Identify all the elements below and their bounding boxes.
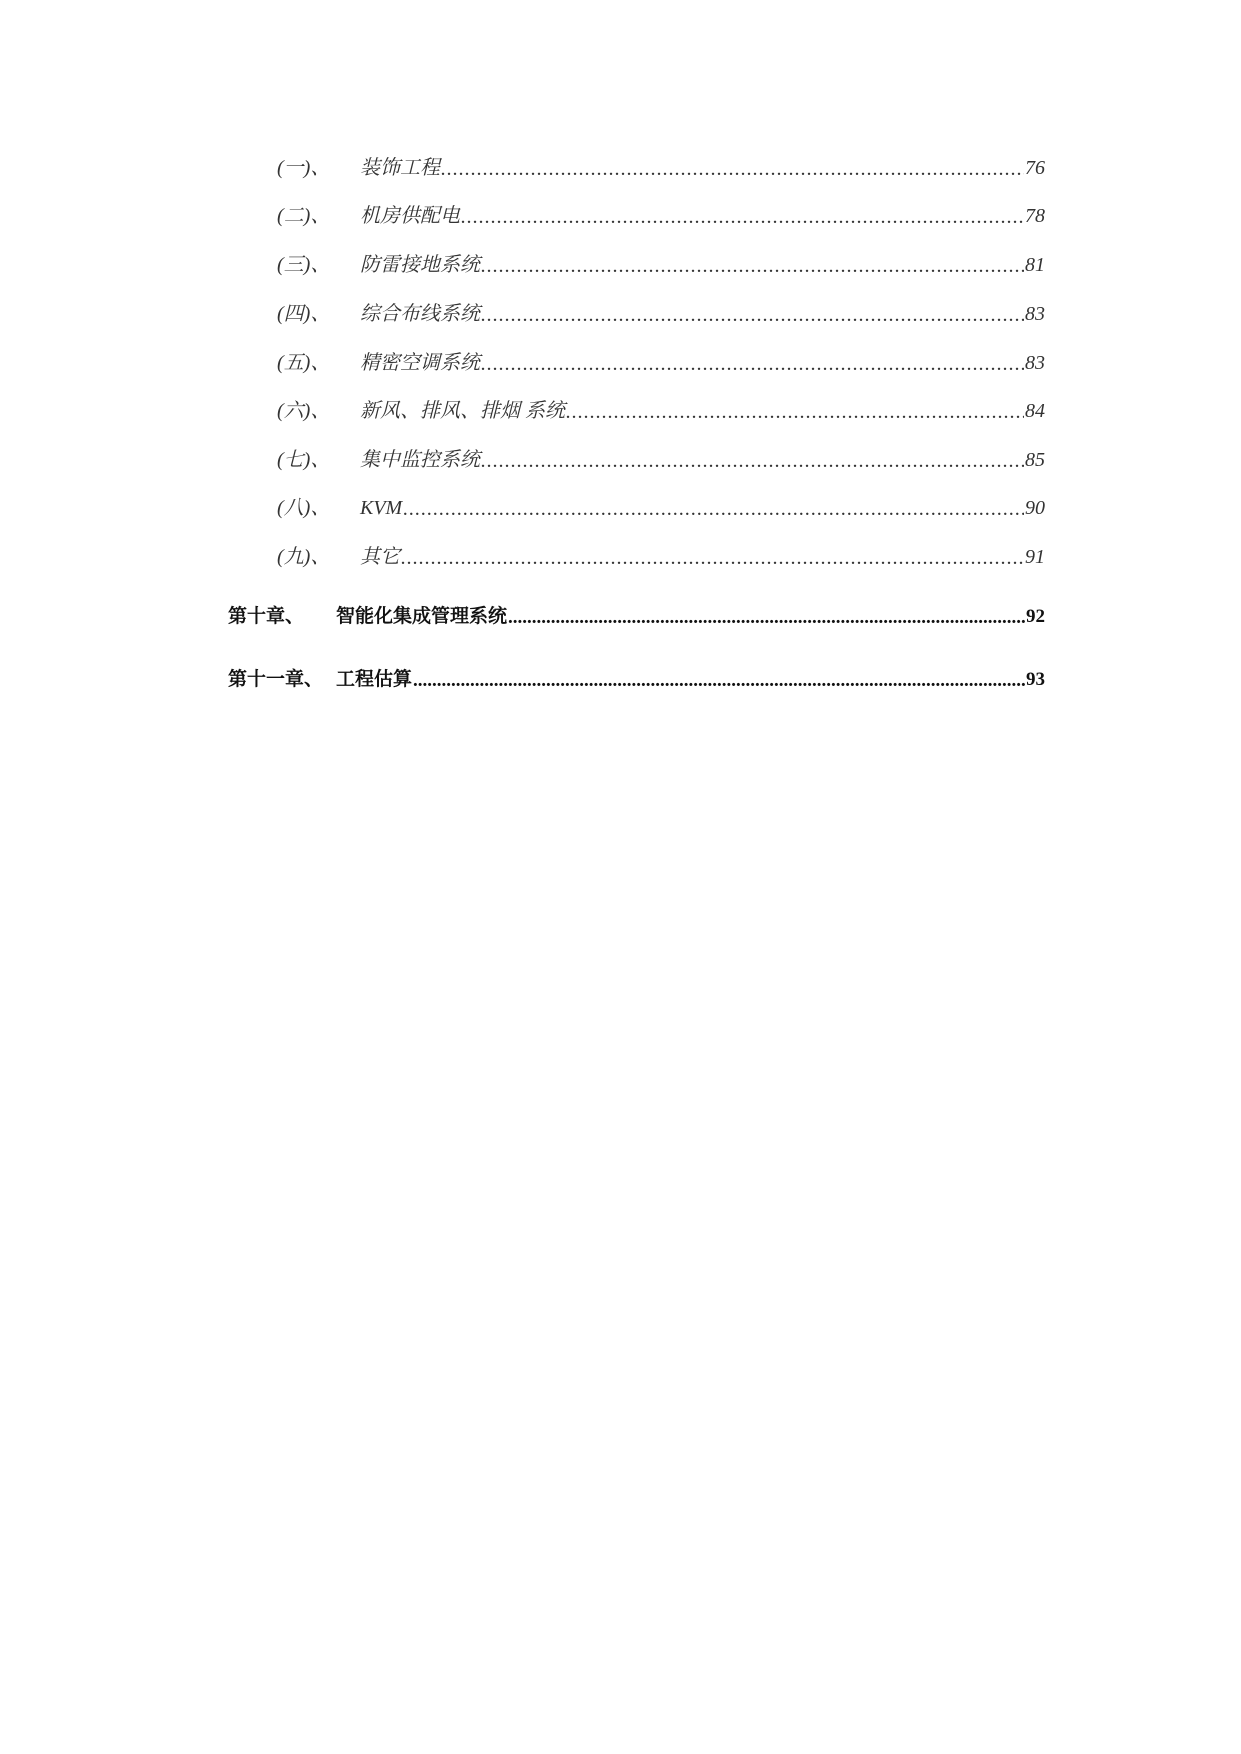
dot-leader: [481, 353, 1024, 377]
dot-leader: [403, 498, 1024, 522]
dot-leader: [413, 670, 1025, 693]
toc-entry-number: (八)、: [277, 497, 331, 519]
dot-leader: [401, 547, 1024, 571]
toc-entry-page: 85: [1025, 449, 1045, 471]
toc-entry-number: (二)、: [277, 205, 331, 227]
toc-entry-page: 83: [1025, 352, 1045, 374]
toc-entry-title: 新风、排风、排烟 系统: [360, 400, 565, 422]
dot-leader: [481, 304, 1024, 328]
toc-entry-number: (五)、: [277, 352, 331, 374]
toc-entry-title: 集中监控系统: [360, 449, 480, 471]
toc-entry-title: 其它: [360, 546, 400, 568]
toc-entry-page: 83: [1025, 303, 1045, 325]
toc-entry-number: (一)、: [277, 157, 331, 179]
toc-chapter-11[interactable]: [228, 664, 1045, 692]
toc-chapter-10[interactable]: [228, 601, 1045, 629]
toc-entry-title: 装饰工程: [360, 157, 440, 179]
toc-chapter-title: 智能化集成管理系统: [336, 606, 508, 627]
toc-entry-decoration[interactable]: [277, 151, 1045, 181]
toc-entry-title: 综合布线系统: [360, 303, 480, 325]
toc-entry-title: 防雷接地系统: [360, 254, 480, 276]
toc-entry-precision-ac[interactable]: [277, 346, 1045, 376]
toc-entry-others[interactable]: [277, 540, 1045, 570]
toc-entry-number: (六)、: [277, 400, 331, 422]
toc-entry-page: 78: [1025, 205, 1045, 227]
toc-chapter-page: 93: [1026, 669, 1045, 690]
toc-entry-monitoring[interactable]: [277, 443, 1045, 473]
toc-entry-page: 90: [1025, 497, 1045, 519]
dot-leader: [481, 255, 1024, 279]
dot-leader: [461, 206, 1024, 230]
toc-chapter-page: 92: [1026, 606, 1045, 627]
toc-entry-lightning-protection[interactable]: [277, 248, 1045, 278]
toc-entry-page: 76: [1025, 157, 1045, 179]
toc-chapter-title: 工程估算: [336, 669, 413, 690]
toc-entry-number: (三)、: [277, 254, 331, 276]
toc-entry-title: 机房供配电: [360, 205, 460, 227]
toc-chapter-number: 第十一章、: [228, 669, 324, 690]
toc-entry-ventilation[interactable]: [277, 394, 1045, 424]
dot-leader: [441, 158, 1024, 182]
toc-entry-kvm[interactable]: [277, 491, 1045, 521]
toc-entry-number: (四)、: [277, 303, 331, 325]
toc-entry-cabling[interactable]: [277, 297, 1045, 327]
dot-leader: [508, 607, 1025, 630]
toc-entry-number: (九)、: [277, 546, 331, 568]
toc-entry-page: 91: [1025, 546, 1045, 568]
toc-entry-page: 81: [1025, 254, 1045, 276]
toc-entry-number: (七)、: [277, 449, 331, 471]
toc-chapter-number: 第十章、: [228, 606, 305, 627]
dot-leader: [481, 450, 1024, 474]
toc-entry-title: 精密空调系统: [360, 352, 480, 374]
toc-entry-page: 84: [1025, 400, 1045, 422]
dot-leader: [566, 401, 1024, 425]
toc-entry-title: KVM: [360, 497, 403, 519]
toc-entry-power-supply[interactable]: [277, 199, 1045, 229]
